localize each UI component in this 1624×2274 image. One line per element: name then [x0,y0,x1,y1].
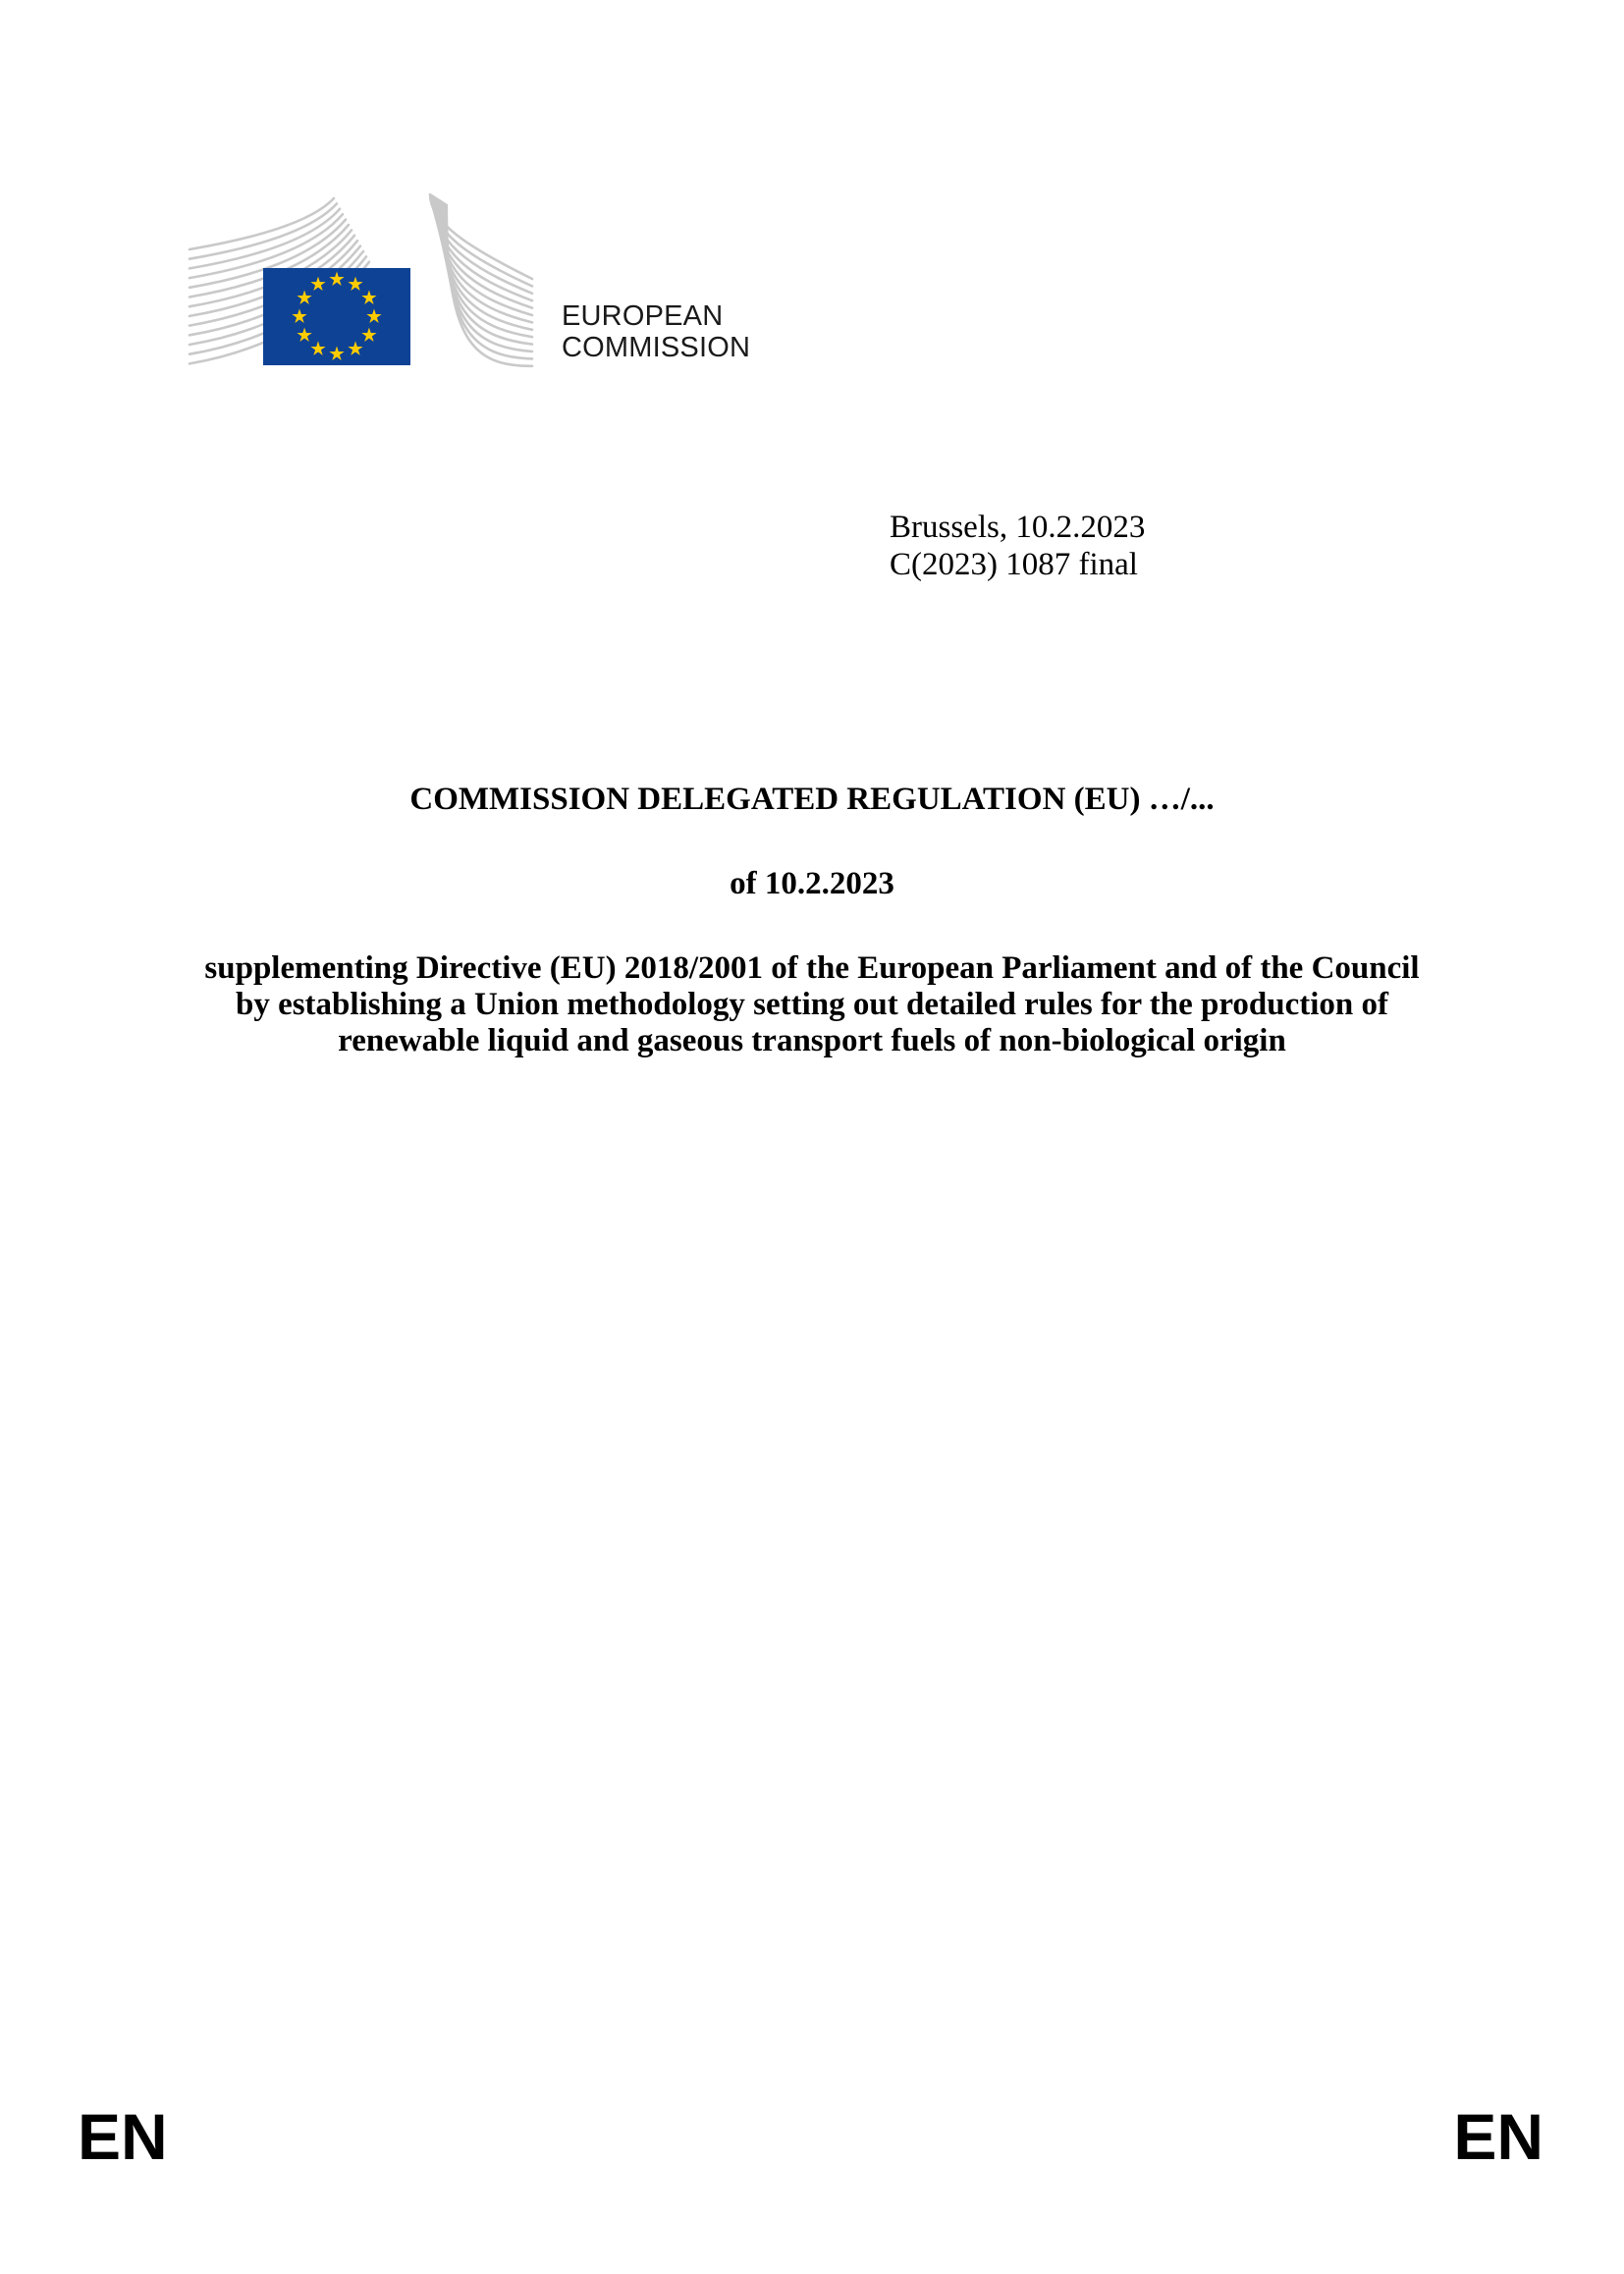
language-code-left: EN [78,2100,168,2173]
logo-wordmark-line2: COMMISSION [562,332,751,363]
logo-wave-lines-right [430,194,532,366]
place-date: Brussels, 10.2.2023 [890,510,1146,545]
european-commission-logo [187,192,540,379]
logo-wordmark [562,300,750,363]
subtitle-line-3: renewable liquid and gaseous transport fuels of non-biological origin [338,1023,1286,1058]
subtitle-line-1: supplementing Directive (EU) 2018/2001 of the European Parliament and of the Council [204,950,1420,986]
logo-wordmark-line1: EUROPEAN [562,300,724,332]
place-date-block [890,509,1145,583]
eu-flag [263,268,410,365]
subtitle-line-2: by establishing a Union methodology setting out detailed rules for the production of [235,987,1389,1022]
document-reference: C(2023) 1087 final [890,547,1138,582]
language-code-right: EN [1453,2100,1543,2173]
document-date-line: of 10.2.2023 [730,866,894,901]
document-title: COMMISSION DELEGATED REGULATION (EU) …/... [409,782,1215,817]
document-subtitle [0,950,1624,1059]
